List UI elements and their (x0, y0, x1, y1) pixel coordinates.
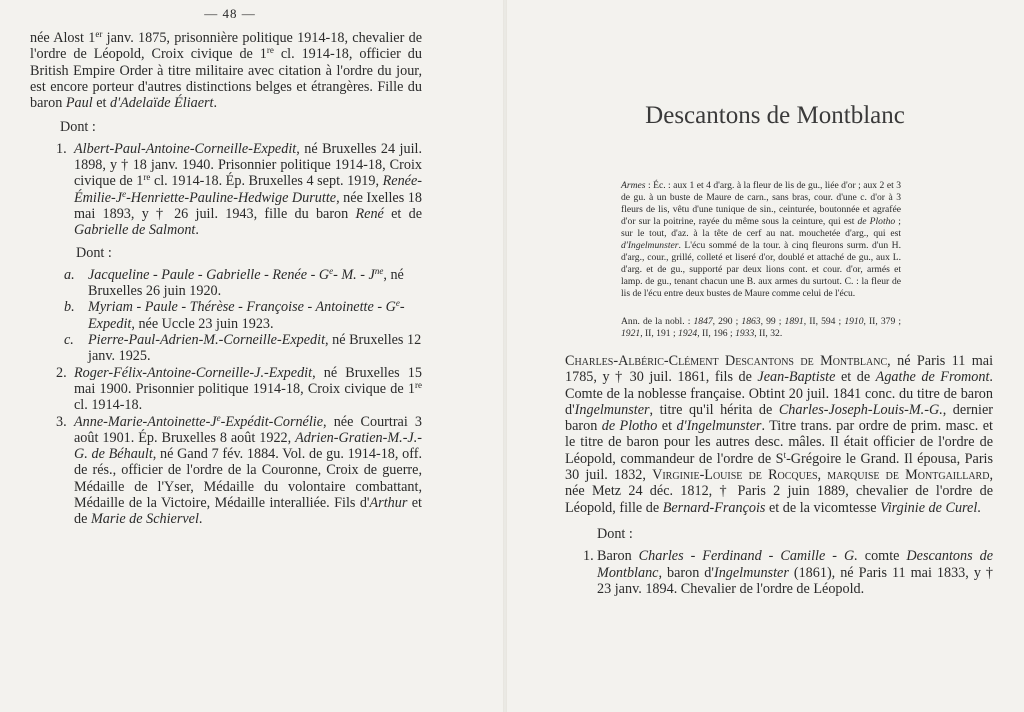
main-entry: Charles-Albéric-Clément Descantons de Montblanc, né Paris 11 mai 1785, y † 30 juil. 1861, fils de Jean-Baptiste et de Agathe de Fromont. Comte de la noblesse française. Obtint 20 juil. 1841 conc. du titre de baron d'Ingelmunster, titre qu'il hérita de Charles-Joseph-Louis-M.-G., dernier baron de Plotho et d'Ingelmunster. Titre trans. par ordre de prim. masc. et le titre de baron pour les autres desc. mâles. Il était officier de l'ordre de Léopold, commandeur de l'ordre de $S^t$-Grégoire le Grand. Il épousa, Paris 30 juil. 1832, Virginie-Louise de Rocques, marquise de Montgaillard, née Metz 24 déc. 1812, † Paris 2 juin 1889, chevalier de l'ordre de Léopold, fille de Bernard-François et de la vicomtesse Virginie de Curel. (565, 353, 994, 516)
family-title: Descantons de Montblanc (645, 102, 905, 129)
right-page (505, 0, 1024, 712)
page-number: — 48 — (204, 6, 256, 21)
right-column (565, 353, 993, 597)
grandchild-entry-b: b. Myriam - Paule - Thérèse - Françoise - Antoinette - $G^e-$ Expedit, née Uccle 23 juin 1923. (64, 298, 405, 332)
child-entry-1: 1. Albert-Paul-Antoine-Corneille-Expedit, né Bruxelles 24 juil. 1898, y † 18 janv. 1940. Prisonnier politique 1914-18, Croix civique de 1re cl. 1914-18. Ép. Bruxelles 4 sept. 1919, Renée-$Émilie-J^e-Henriette-Pauline$-Hedwige Durutte, née Ixelles 18 mai 1893, y † 26 juil. 1943, fille du baron René et de Gabrielle de Salmont. (56, 140, 422, 239)
grandchild-entry-c: c. Pierre-Paul-Adrien-M.-Corneille-Expedit, né Bruxelles 12 janv. 1925. (64, 332, 422, 365)
child-entry-2: 2. Roger-Félix-Antoine-Corneille-J.-Expedit, né Bruxelles 15 mai 1900. Prisonnier politique 1914-18, Croix civique de 1re cl. 1914-18. (56, 364, 422, 414)
grandchild-entry-a: a. Jacqueline - Paule - Gabrielle - Renée - $G^e-$ M. - $J^{ne}$, né Bruxelles 26 juin 1920. (64, 265, 404, 300)
child-entry-right-1: 1. Baron Charles - Ferdinand - Camille - G. comte Descantons de Montblanc, baron d'Ingelmunster (1861), né Paris 11 mai 1833, y † 23 janv. 1894. Chevalier de l'ordre de Léopold. (583, 548, 993, 597)
dont-heading-sub: Dont : (76, 244, 112, 261)
intro-paragraph: née Alost 1er janv. 1875, prisonnière politique 1914-18, chevalier de l'ordre de Léopold, Croix civique de 1re cl. 1914-18, officier du British Empire Order à titre militaire avec citation à l'ordre du jour, est encore porteur d'autres distinctions belges et étrangères. Fille du baron Paul et d'Adelaïde Éliaert. (30, 29, 422, 112)
dont-heading: Dont : (60, 119, 96, 136)
coat-of-arms-description: Armes : Éc. : aux 1 et 4 d'arg. à la fleur de lis de gu., liée d'or ; aux 2 et 3 de gu. à un buste de Maure de carn., sans bras, cour. d'une c. d'or à 3 fleurs de lis, vêtu d'une tunique de sin., ceinturée, boutonnée et agrafée d'or sur la poitrine, rayée du même sous la ceinture, qui est de Plotho ; sur le tout, d'az. à la tête de cerf au nat. mouchetée d'arg., qui est d'Ingelmunster. L'écu sommé de la tour. à cinq fleurons surm. d'un H. d'arg., cour., grillé, colleté et liseré d'or, doublé et attaché de gu., aux L. d'arg. et de gu., supporté par deux lions cont. et cour. d'or, armés et lamp. de gu., tenant chacun une B. aux armes du surtout. C. : la fleur de lis de l'écu entre deux bustes de Maure comme celui de l'écu. (621, 179, 901, 300)
dont-heading-right: Dont : (597, 525, 633, 542)
left-page (0, 0, 505, 712)
left-column (30, 30, 422, 528)
annuaire-references: Ann. de la nobl. : 1847, 290 ; 1863, 99 ; 1891, II, 594 ; 1910, II, 379 ; 1921, II, 191 ; 1924, II, 196 ; 1933, II, 32. (621, 315, 902, 339)
child-entry-3: 3. Anne-$Marie-Antoinette-J^e-Expédit$-Cornélie, née Courtrai 3 août 1901. Ép. Bruxelles 8 août 1922, Adrien-Gratien-M.-J.-G. de Béhault, né Gand 7 fév. 1884. Vol. de gu. 1914-18, off. de rés., officier de l'ordre de la Couronne, Croix de guerre, Médaille de l'Yser, Médaille du volontaire combattant, Médaille de la Victoire, Médaille interalliée. Fils d'Arthur et de Marie de Schiervel. (56, 412, 422, 528)
